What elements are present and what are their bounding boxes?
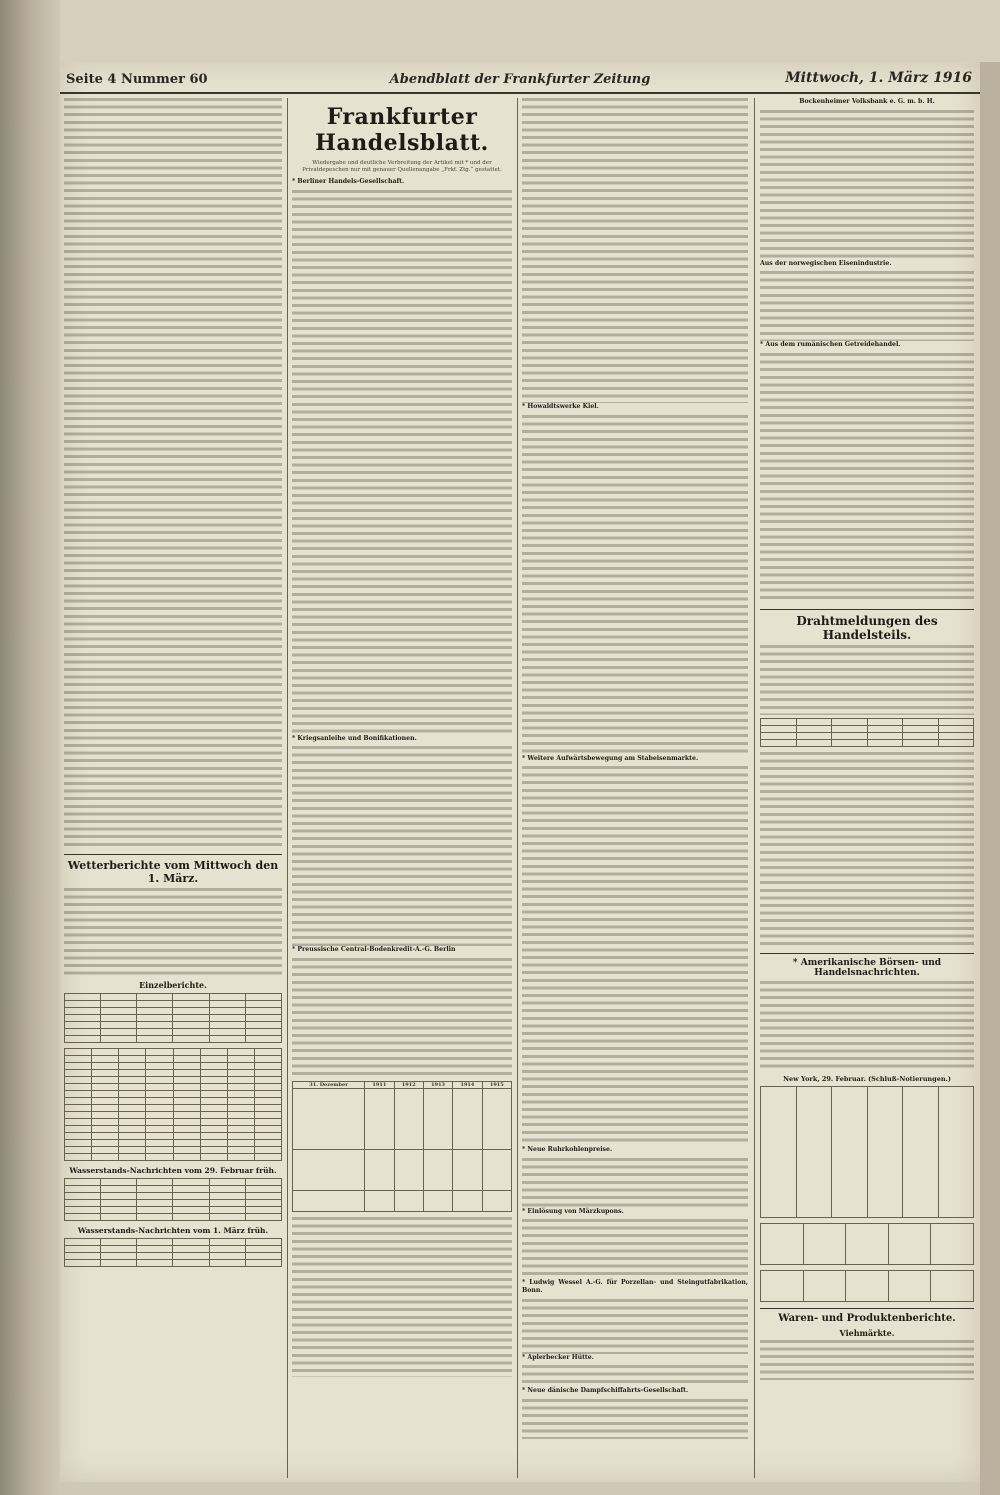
section-title: Frankfurter Handelsblatt.	[315, 104, 489, 156]
scan-right-margin	[980, 62, 1000, 1495]
article-body	[760, 645, 974, 715]
issue-date: Mittwoch, 1. März 1916	[785, 70, 972, 86]
table-header-year: 1915	[482, 1081, 511, 1088]
article-body	[64, 98, 282, 848]
article-body	[292, 746, 512, 946]
article-heading: * Kriegsanleihe und Bonifikationen.	[292, 734, 417, 742]
article-body	[522, 766, 748, 1146]
american-news-heading: * Amerikanische Börsen- und Handelsnachrichten.	[760, 953, 974, 978]
column-telegrams	[760, 98, 974, 1478]
article-heading: * Berliner Handels-Gesellschaft.	[292, 178, 405, 185]
article-heading: Aus der norwegischen Eisenindustrie.	[760, 259, 892, 267]
article-body	[522, 1219, 748, 1279]
exchange-table	[760, 718, 974, 747]
table-header-date: 31. Dezember	[293, 1081, 365, 1088]
column-local-news	[64, 98, 282, 1478]
article-body	[522, 415, 748, 755]
table-header-year: 1911	[365, 1081, 394, 1088]
article-body	[760, 271, 974, 341]
station-table	[64, 1048, 282, 1161]
produce-table	[760, 1270, 974, 1302]
article-heading: * Neue Ruhrkohlenpreise.	[522, 1146, 613, 1154]
water-levels-table-1	[64, 1178, 282, 1221]
water-levels-heading-1: Wasserstands-Nachrichten vom 29. Februar früh.	[69, 1166, 277, 1175]
section-subtitle: Wiedergabe und deutliche Verbreitung der Artikel mit * und der Privatdepeschen nur mit genauer Quellenangabe „Frkf. Ztg.“ gestattet.	[302, 160, 502, 173]
article-body	[760, 353, 974, 603]
telegrams-heading: Drahtmeldungen des Handelsteils.	[760, 609, 974, 642]
article-heading: * Aus dem rumänischen Getreidehandel.	[760, 341, 901, 349]
einzelberichte-heading: Einzelberichte.	[139, 980, 207, 990]
water-levels-table-2	[64, 1238, 282, 1267]
article-body	[522, 1365, 748, 1387]
article-heading: * Einlösung von Märzkupons.	[522, 1207, 624, 1215]
weather-table	[64, 993, 282, 1043]
article-heading: Bockenheimer Volksbank e. G. m. b. H.	[799, 98, 935, 105]
article-body	[292, 190, 512, 735]
article-heading: * Preussische Central-Bodenkredit-A.-G. Berlin	[292, 946, 456, 954]
article-body	[760, 110, 974, 260]
article-body	[522, 98, 748, 403]
goods-reports-heading: Waren- und Produktenberichte.	[760, 1308, 974, 1324]
article-body	[760, 1340, 974, 1380]
newspaper-page	[60, 62, 980, 1482]
balance-table	[292, 1081, 512, 1212]
article-body	[292, 958, 512, 1078]
article-body	[522, 1399, 748, 1439]
table-header-year: 1913	[423, 1081, 452, 1088]
article-body	[760, 981, 974, 1071]
article-heading: * Weitere Aufwärtsbewegung am Stabeisenmarkte.	[522, 754, 699, 762]
article-heading: * Howaldtswerke Kiel.	[522, 403, 599, 410]
newyork-quotes-table	[760, 1086, 974, 1218]
table-header-year: 1912	[394, 1081, 423, 1088]
commodity-table	[760, 1223, 974, 1265]
article-heading: * Aplerbecker Hütte.	[522, 1353, 594, 1361]
column-business-news	[522, 98, 748, 1478]
column-rule	[287, 98, 288, 1478]
book-binding-edge	[0, 0, 60, 1495]
table-header-year: 1914	[453, 1081, 482, 1088]
column-rule	[754, 98, 755, 1478]
column-rule	[517, 98, 518, 1478]
article-body	[760, 752, 974, 947]
article-heading: * Ludwig Wessel A.-G. für Porzellan- und Steingutfabrikation, Bonn.	[522, 1279, 748, 1294]
article-body	[292, 1217, 512, 1377]
article-heading: * Neue dänische Dampfschiffahrts-Gesellschaft.	[522, 1387, 689, 1395]
article-body	[522, 1158, 748, 1208]
column-handelsblatt	[292, 98, 512, 1478]
water-levels-heading-2: Wasserstands-Nachrichten vom 1. März früh.	[77, 1226, 269, 1235]
weather-heading: Wetterberichte vom Mittwoch den 1. März.	[64, 854, 282, 885]
page-number: Seite 4 Nummer 60	[66, 72, 208, 87]
newyork-quotes-heading: New York, 29. Februar. (Schluß-Notierungen.)	[783, 1074, 951, 1083]
scan-top-margin	[60, 0, 1000, 62]
newspaper-title: Abendblatt der Frankfurter Zeitung	[389, 72, 651, 87]
masthead	[60, 70, 980, 94]
livestock-heading: Viehmärkte.	[839, 1327, 895, 1338]
weather-text	[64, 888, 282, 976]
article-body	[522, 1299, 748, 1354]
